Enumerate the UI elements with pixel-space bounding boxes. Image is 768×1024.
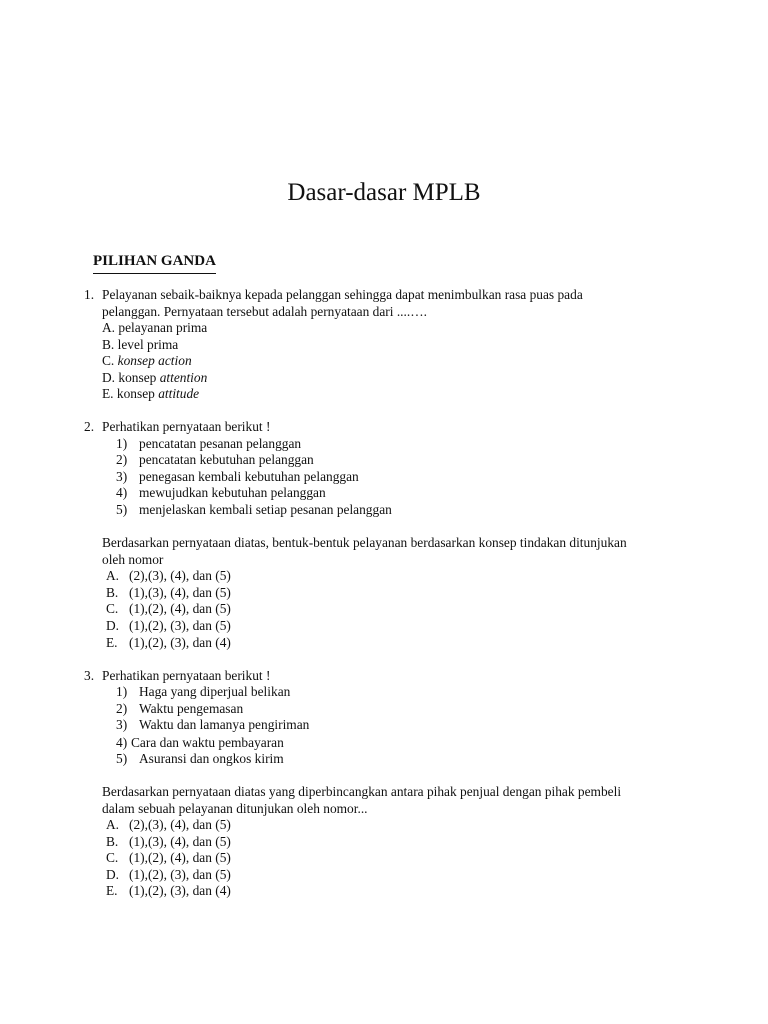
- option-text: (1),(2), (3), dan (4): [129, 883, 231, 898]
- option-text: (1),(2), (3), dan (4): [129, 635, 231, 650]
- question-stem-line: pelanggan. Pernyataan tersebut adalah pernyataan dari ....….: [102, 304, 427, 319]
- question-text-line: Berdasarkan pernyataan diatas, bentuk-bentuk pelayanan berdasarkan konsep tindakan ditunjukan: [102, 535, 627, 550]
- option-letter: B.: [106, 834, 119, 849]
- statement-text: Asuransi dan ongkos kirim: [139, 751, 284, 766]
- question-text-line: oleh nomor: [102, 552, 164, 567]
- option-text: (1),(3), (4), dan (5): [129, 834, 231, 849]
- option-letter: D.: [106, 867, 120, 882]
- option-text: (1),(2), (3), dan (5): [129, 618, 231, 633]
- question-text-line: Berdasarkan pernyataan diatas yang diperbincangkan antara pihak penjual dengan pihak pembeli: [102, 784, 622, 799]
- statement-number: 5): [116, 502, 128, 517]
- statement-text: Waktu pengemasan: [139, 701, 244, 716]
- question-intro: Perhatikan pernyataan berikut !: [102, 668, 271, 683]
- statement-text: menjelaskan kembali setiap pesanan pelanggan: [139, 502, 392, 517]
- statement-text: Haga yang diperjual belikan: [139, 684, 291, 699]
- option-letter: E.: [102, 386, 114, 401]
- option-text: (1),(2), (3), dan (5): [129, 867, 231, 882]
- question-number: 3.: [84, 668, 95, 683]
- answer-option: [102, 353, 192, 370]
- answer-option: [102, 386, 199, 403]
- option-letter: E.: [106, 635, 118, 650]
- answer-option: [102, 337, 178, 354]
- statement-number: 2): [116, 701, 128, 716]
- statement-number: 1): [116, 684, 128, 699]
- option-text: konsep: [118, 370, 157, 385]
- option-letter: A.: [102, 320, 116, 335]
- option-letter: D.: [102, 370, 116, 385]
- option-text: level prima: [117, 337, 179, 352]
- statement-number: 1): [116, 436, 128, 451]
- option-text: (2),(3), (4), dan (5): [129, 817, 231, 832]
- option-text-italic: konsep action: [117, 353, 192, 368]
- option-text-italic: attention: [159, 370, 208, 385]
- question-intro: Perhatikan pernyataan berikut !: [102, 419, 271, 434]
- option-letter: C.: [102, 353, 115, 368]
- option-letter: B.: [106, 585, 119, 600]
- answer-option: [102, 370, 207, 387]
- option-letter: E.: [106, 883, 118, 898]
- option-text: konsep: [116, 386, 155, 401]
- statement-number: 5): [116, 751, 128, 766]
- statement-text: pencatatan kebutuhan pelanggan: [139, 452, 314, 467]
- option-text: (2),(3), (4), dan (5): [129, 568, 231, 583]
- statement-text: Cara dan waktu pembayaran: [131, 735, 284, 750]
- statement-number: 3): [116, 717, 128, 732]
- question-number: 1.: [84, 287, 95, 302]
- option-letter: A.: [106, 568, 120, 583]
- statement-number: 4): [116, 485, 128, 500]
- option-text: pelayanan prima: [118, 320, 208, 335]
- document-title: Dasar-dasar MPLB: [287, 179, 481, 206]
- statement-text: penegasan kembali kebutuhan pelanggan: [139, 469, 359, 484]
- option-letter: C.: [106, 601, 119, 616]
- option-letter: D.: [106, 618, 120, 633]
- option-letter: C.: [106, 850, 119, 865]
- option-text: (1),(2), (4), dan (5): [129, 850, 231, 865]
- option-letter: B.: [102, 337, 115, 352]
- question-number: 2.: [84, 419, 95, 434]
- statement-text: pencatatan pesanan pelanggan: [139, 436, 302, 451]
- statement-number: 3): [116, 469, 128, 484]
- question-stem-line: Pelayanan sebaik-baiknya kepada pelanggan sehingga dapat menimbulkan rasa puas pada: [102, 287, 583, 302]
- option-text: (1),(2), (4), dan (5): [129, 601, 231, 616]
- statement-number: 2): [116, 452, 128, 467]
- question-text-line: dalam sebuah pelayanan ditunjukan oleh nomor...: [102, 801, 368, 816]
- statement-number: 4): [116, 735, 128, 750]
- section-heading: PILIHAN GANDA: [93, 252, 216, 274]
- statement-text: mewujudkan kebutuhan pelanggan: [139, 485, 326, 500]
- option-text-italic: attitude: [158, 386, 200, 401]
- answer-option: [102, 320, 207, 337]
- option-text: (1),(3), (4), dan (5): [129, 585, 231, 600]
- statement-text: Waktu dan lamanya pengiriman: [139, 717, 310, 732]
- option-letter: A.: [106, 817, 120, 832]
